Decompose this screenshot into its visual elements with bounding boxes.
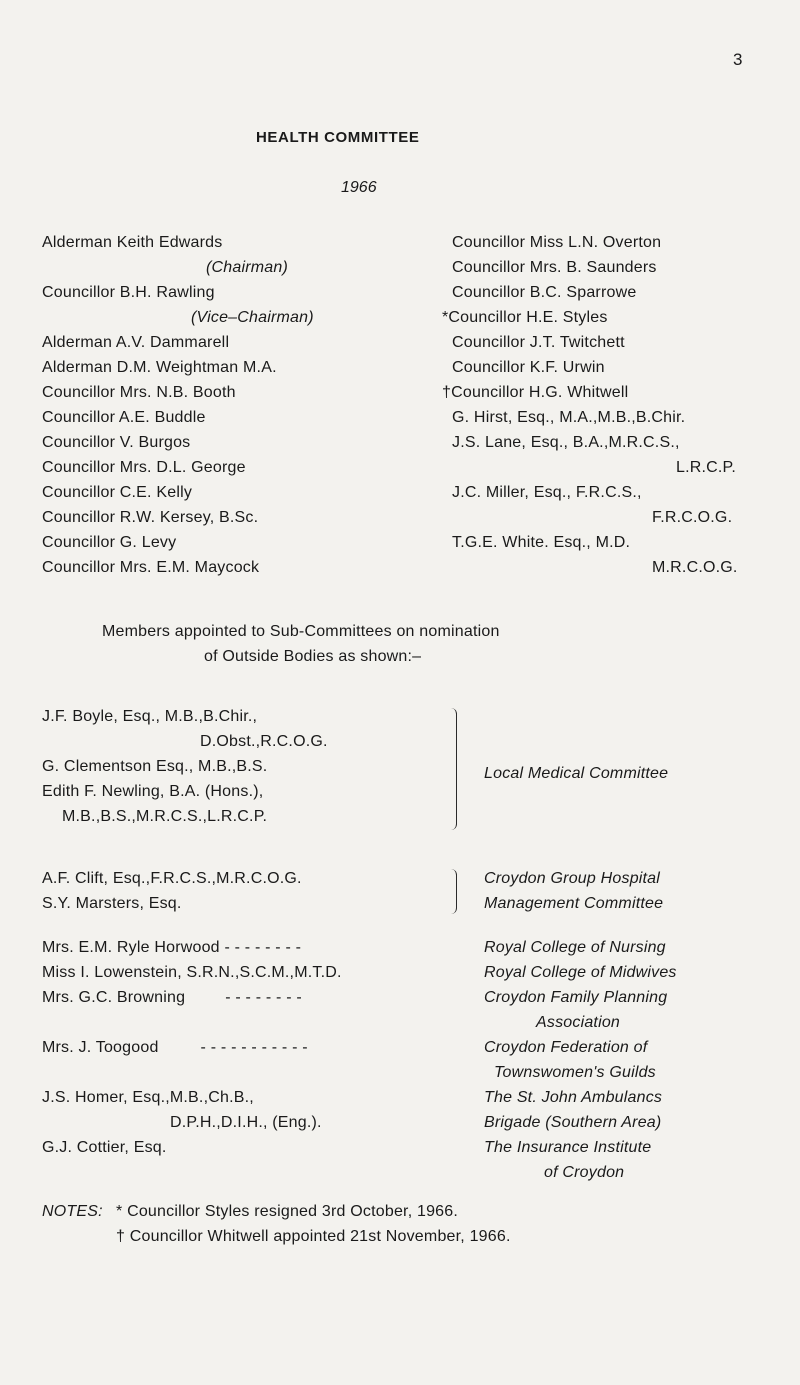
outside-bodies-list — [484, 935, 677, 1185]
page-number: 3 — [733, 50, 743, 69]
member-entry: J.C. Miller, Esq., F.R.C.S., — [452, 484, 642, 501]
nominee-name: Edith F. Newling, B.A. (Hons.), — [42, 783, 264, 800]
nominee-name: J.S. Homer, Esq.,M.B.,Ch.B., — [42, 1089, 254, 1106]
member-entry: Alderman Keith Edwards — [42, 234, 223, 251]
group-brace — [450, 708, 457, 830]
dot-leader: - - - - - - - - - - - — [200, 1039, 308, 1056]
nominee-name: S.Y. Marsters, Esq. — [42, 895, 182, 912]
nominee-name: Mrs. E.M. Ryle Horwood - - - - - - - - — [42, 939, 302, 956]
member-entry: Councillor Mrs. E.M. Maycock — [42, 559, 260, 576]
nominee-group-local-medical — [42, 704, 328, 829]
nominee-list — [42, 935, 342, 1160]
member-entry: G. Hirst, Esq., M.A.,M.B.,B.Chir. — [452, 409, 686, 426]
member-entry: Councillor C.E. Kelly — [42, 484, 193, 501]
body-name-line: Royal College of Midwives — [484, 964, 677, 981]
member-role: (Chairman) — [206, 259, 289, 276]
subcommittee-intro-line1: Members appointed to Sub-Committees on nomination — [102, 623, 500, 640]
body-name-line: Croydon Family Planning — [484, 989, 668, 1006]
body-name-line: The St. John Ambulancs — [484, 1089, 663, 1106]
year-subtitle: 1966 — [341, 179, 377, 196]
member-entry: J.S. Lane, Esq., B.A.,M.R.C.S., — [452, 434, 680, 451]
member-qualification: L.R.C.P. — [676, 459, 736, 476]
nominee-qualification: D.P.H.,D.I.H., (Eng.). — [170, 1114, 322, 1131]
body-name-line: of Croydon — [544, 1164, 625, 1181]
page-title: HEALTH COMMITTEE — [256, 129, 420, 146]
body-name-line: Brigade (Southern Area) — [484, 1114, 662, 1131]
nominee-name: Mrs. G.C. Browning - - - - - - - - — [42, 989, 302, 1006]
nominee-name: A.F. Clift, Esq.,F.R.C.S.,M.R.C.O.G. — [42, 870, 302, 887]
member-entry: Councillor R.W. Kersey, B.Sc. — [42, 509, 259, 526]
member-qualification: M.R.C.O.G. — [652, 559, 738, 576]
member-entry: Councillor V. Burgos — [42, 434, 191, 451]
member-entry: Alderman D.M. Weightman M.A. — [42, 359, 277, 376]
nominee-name: G.J. Cottier, Esq. — [42, 1139, 167, 1156]
subcommittee-intro-line2: of Outside Bodies as shown:– — [204, 648, 422, 665]
group-brace — [450, 869, 457, 914]
member-entry: Councillor K.F. Urwin — [452, 359, 605, 376]
note-whitwell-appointed: † Councillor Whitwell appointed 21st November, 1966. — [116, 1228, 511, 1245]
member-entry: Councillor B.H. Rawling — [42, 284, 215, 301]
nominee-qualification: M.B.,B.S.,M.R.C.S.,L.R.C.P. — [62, 808, 268, 825]
dot-leader: - - - - - - - - — [225, 989, 302, 1006]
member-entry: Councillor J.T. Twitchett — [452, 334, 625, 351]
member-role: (Vice–Chairman) — [191, 309, 314, 326]
dot-leader: - - - - - - - - — [224, 939, 302, 956]
member-entry: *Councillor H.E. Styles — [442, 309, 608, 326]
nominee-group-hospital — [42, 866, 302, 916]
body-name-line: Townswomen's Guilds — [494, 1064, 656, 1081]
member-qualification: F.R.C.O.G. — [652, 509, 733, 526]
body-local-medical-committee: Local Medical Committee — [484, 765, 669, 782]
body-name-line: Royal College of Nursing — [484, 939, 666, 956]
member-entry: Alderman A.V. Dammarell — [42, 334, 230, 351]
member-entry: Councillor G. Levy — [42, 534, 177, 551]
note-styles-resigned: * Councillor Styles resigned 3rd October, 1966. — [116, 1203, 459, 1220]
member-entry: Councillor Mrs. N.B. Booth — [42, 384, 236, 401]
members-right-column — [440, 230, 738, 580]
members-left-column — [42, 230, 314, 580]
body-name-line: Croydon Federation of — [484, 1039, 648, 1056]
body-name-line: The Insurance Institute — [484, 1139, 652, 1156]
nominee-name: Mrs. J. Toogood - - - - - - - - - - - — [42, 1039, 308, 1056]
member-entry: Councillor Miss L.N. Overton — [452, 234, 662, 251]
member-entry: Councillor B.C. Sparrowe — [452, 284, 637, 301]
member-entry: Councillor A.E. Buddle — [42, 409, 206, 426]
notes-label: NOTES: — [42, 1203, 103, 1220]
body-name-line: Management Committee — [484, 895, 664, 912]
nominee-name: J.F. Boyle, Esq., M.B.,B.Chir., — [42, 708, 258, 725]
nominee-name: Miss I. Lowenstein, S.R.N.,S.C.M.,M.T.D. — [42, 964, 342, 981]
body-name-line: Croydon Group Hospital — [484, 870, 661, 887]
member-entry: T.G.E. White. Esq., M.D. — [452, 534, 631, 551]
body-croydon-group-hospital — [484, 866, 663, 916]
member-entry: Councillor Mrs. B. Saunders — [452, 259, 657, 276]
nominee-qualification: D.Obst.,R.C.O.G. — [200, 733, 328, 750]
member-entry: Councillor Mrs. D.L. George — [42, 459, 246, 476]
member-entry: †Councillor H.G. Whitwell — [442, 384, 629, 401]
nominee-name: G. Clementson Esq., M.B.,B.S. — [42, 758, 268, 775]
body-name-line: Association — [536, 1014, 621, 1031]
